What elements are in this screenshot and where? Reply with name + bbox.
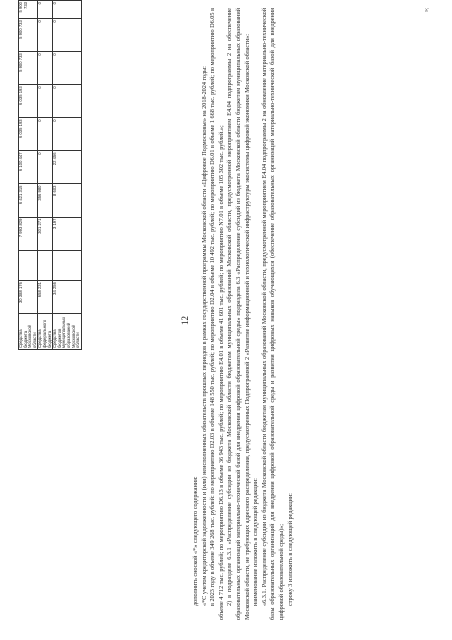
paragraph: дополнить сноской «*» следующего содержания: [192,476,199,606]
table-row [38,1,53,350]
table-cell: 7 993 829 [19,217,38,250]
table-cell: 0 [38,1,53,19]
table-cell: 0 [53,52,82,85]
table-cell: 0 [53,85,82,118]
table-row [53,1,82,350]
paragraph: 2) в подразделе 6.3.1 «Распределение субсидии из бюджета Московской области бюджетам муниципальных образований Московской области, предусмотренной мероприятием E4.04 подпрограммы 2 на обеспечение образовательных организаций материально-технической базой для внедрения цифровой образовательной среды» подраздела 6.3 «Распределение субсидий из бюджета Московской области бюджетам муниципальных образований Московской области, не требующих адресного распределения, предусмотренных Подпрограммой 2 «Развитие информационной и технологической инфраструктуры экосистемы цифровой экономики Московской области»: [226,8,251,620]
row-label: Средства бюджета Московской области [19,314,38,350]
table-cell: 356 980 [38,184,53,217]
table-cell: 0 [53,19,82,52]
table-cell: 6 035 193 [19,85,38,118]
table-cell: 6 100 447 [19,151,38,184]
row-label: Средства бюджетов муниципальных образований Московской области [53,314,82,350]
paragraph: в 2023 году в объеме 349 268 тыс. рублей: по мероприятию D2.03 в объеме 148 550 тыс. рублей; по мероприятию D2.04 в объеме 10 492 тыс. рублей; по мероприятию D6.01 в объеме 1 668 тыс. рублей; по мероприятию D6.05 в объеме 4 712 тыс. рублей; по мероприятию D6.13 в объеме 36 943 тыс. рублей; по мероприятию E4.01 в объеме 41 601 тыс. рублей; по мероприятию N7.01 в объеме 105 302 тыс. рублей.»; [209,8,225,620]
table-cell: 0 [53,1,82,19]
table-end-mark: »; [424,7,430,12]
financing-table [18,0,82,350]
table-cell [19,250,38,280]
table-cell: 658 231 [38,281,53,314]
document-body [192,8,295,620]
table-cell: 0 [38,52,53,85]
paragraph: строку 3 изложить в следующей редакции: [286,493,294,606]
table-cell: 5 900 733 [19,52,38,85]
table-cell [38,250,53,280]
table-cell: 301 271 [38,217,53,250]
table-cell: 5 900 733 [19,1,38,19]
table-cell: 22 456 [53,151,82,184]
table-cell: 8 603 [53,184,82,217]
table-cell: 30 388 176 [19,281,38,314]
paragraph: «6.3.1. Распределение субсидии из бюджета Московской области бюджетам муниципальных образований Московской области, предусмотренной мероприятием E4.04 подпрограммы 2 на обновление материально-технической базы образовательных организаций для внедрения цифровой образовательной среды и развития цифровых навыков обучающихся (обеспечение образовательных организаций материально-технической базой для внедрения цифровой образовательной среды)»; [260,8,285,620]
page-number: 12 [180,316,190,325]
table-cell: 6 421 315 [19,184,38,217]
table-cell: 0 [38,85,53,118]
paragraph: «*С учетом кредиторской задолженности и (или) неисполненных обязательств прошлых периодов в рамках государственной программы Московской области «Цифровое Подмосковье» на 2018-2024 годы: [200,66,208,606]
table-cell: 3 197 [53,217,82,250]
table-cell: 0 [38,118,53,151]
table-cell: 0 [38,151,53,184]
table-cell: 0 [38,19,53,52]
table-row [19,1,38,350]
table-cell: 5 900 733 [19,19,38,52]
paragraph: наименование изложить в следующей редакции: [252,478,260,606]
table-cell: 6 035 193 [19,118,38,151]
table-cell: 0 [53,118,82,151]
table-cell: 34 256 [53,281,82,314]
row-label: Средства федерального бюджета [38,314,53,350]
table-cell [53,250,82,280]
